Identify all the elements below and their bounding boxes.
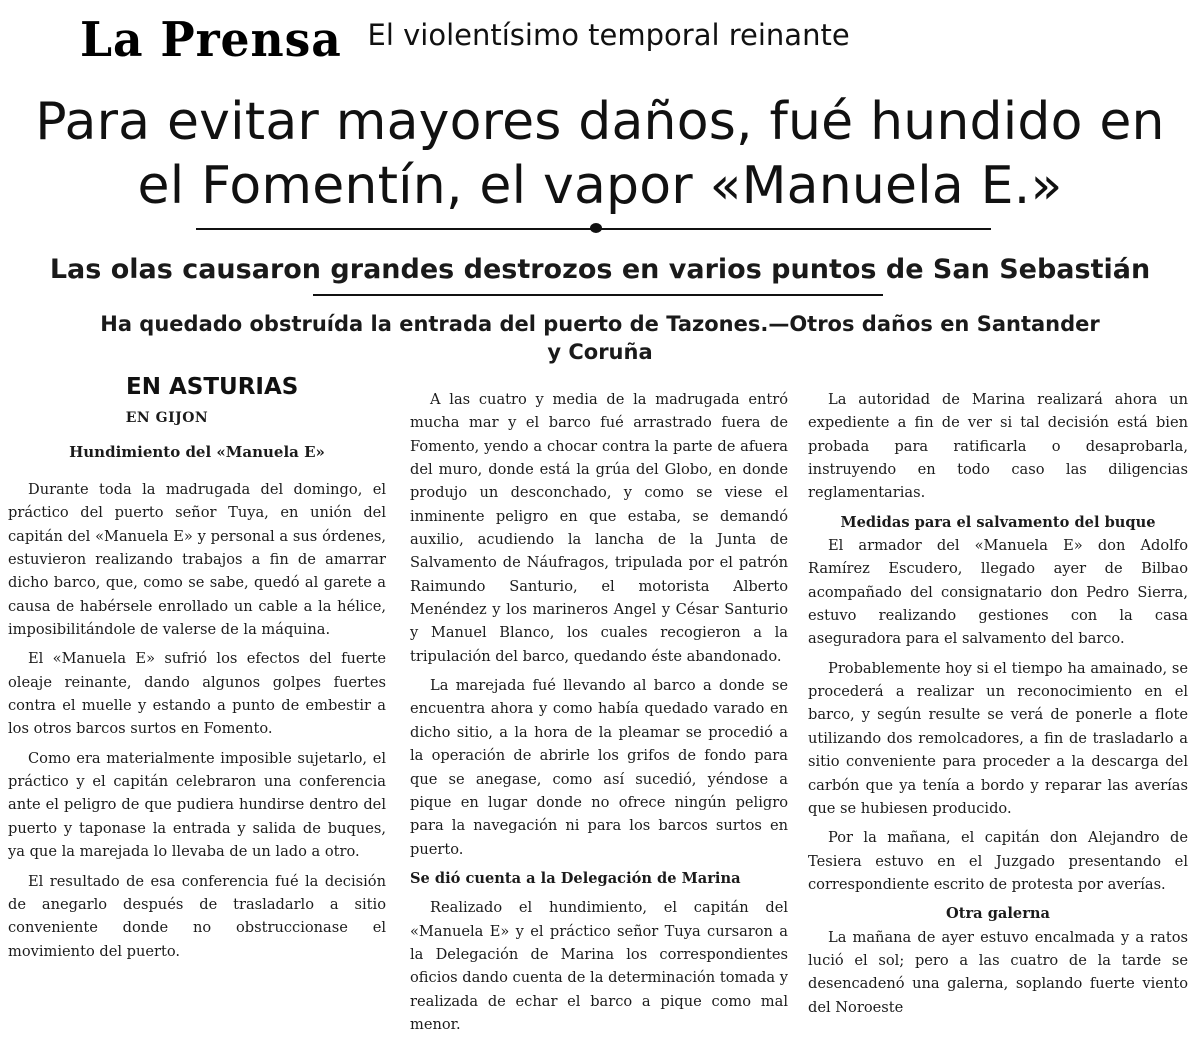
paragraph: Realizado el hundimiento, el capitán del «Manuela E» y el práctico señor Tuya cursaron a la Delegación de Marina los correspondientes oficios dando cuenta de la determinación tomada y realizada de echar el barco a pique como mal menor. [410, 899, 788, 1033]
kicker: El violentísimo temporal reinante [367, 18, 850, 52]
paragraph: Probablemente hoy si el tiempo ha amainado, se procederá a realizar un reconocimiento en el barco, y según resulte se verá de ponerle a flote utilizando dos remolcadores, a fin de trasladarlo a sitio conveniente para proceder a la descarga del carbón que ya tenía a bordo y reparar las averías que se hubiesen producido. [808, 659, 1188, 817]
headline-rule-ornament [590, 223, 602, 233]
paragraph: A las cuatro y media de la madrugada entró mucha mar y el barco fué arrastrado fuera de Fomento, yendo a chocar contra la parte de afuera del muro, donde está la grúa del Globo, en donde produjo un desconchado, y como se viese el inminente peligro en que estaba, se demandó auxilio, acudiendo la lancha de la Junta de Salvamento de Náufragos, tripulada por el patrón Raimundo Santurio, el motorista Alberto Menéndez y los marineros Angel y César Santurio y Manuel Blanco, los cuales recogieron a la tripulación del barco, quedando éste abandonado. [410, 391, 788, 665]
subhead: Otra galerna [946, 905, 1050, 923]
paragraph: La mañana de ayer estuvo encalmada y a ratos lució el sol; pero a las cuatro de la tarde se desencadenó una galerna, soplando fuerte viento del Noroeste [808, 928, 1188, 1016]
paragraph: La autoridad de Marina realizará ahora un expediente a fin de ver si tal decisión está bien probada para ratificarla o desaprobarla, instruyendo en todo caso las diligencias reglamentarias. [808, 391, 1188, 502]
paragraph: Por la mañana, el capitán don Alejandro de Tesiera estuvo en el Juzgado presentando el correspondiente escrito de protesta por averías. [808, 829, 1188, 893]
paragraph: La marejada fué llevando al barco a donde se encuentra ahora y como había quedado varado en dicho sitio, a la hora de la pleamar se procedió a la operación de abrirle los grifos de fondo para que se anegase, como así sucedió, yéndose a pique en lugar donde no ofrece ningún peligro para la navegación ni para los barcos surtos en puerto. [410, 677, 788, 858]
deck-primary: Las olas causaron grandes destrozos en varios puntos de San Sebastián [49, 254, 1151, 285]
paragraph: Como era materialmente imposible sujetarlo, el práctico y el capitán celebraron una conferencia ante el peligro de que pudiera hundirse dentro del puerto y taponase la entrada y salida de buques, ya que la marejada lo llevaba de un lado a otro. [8, 749, 386, 861]
deck-rule [313, 294, 883, 296]
paragraph: El resultado de esa conferencia fué la decisión de anegarlo después de trasladarlo a sitio conveniente donde no obstruccionase el movimiento del puerto. [8, 872, 386, 960]
headline: Para evitar mayores daños, fué hundido en el Fomentín, el vapor «Manuela E.» [35, 92, 1165, 216]
paragraph: Durante toda la madrugada del domingo, el práctico del puerto señor Tuya, en unión del capitán del «Manuela E» y personal a sus órdenes, estuvieron realizando trabajos a fin de amarrar dicho barco, que, como se sabe, quedó al garete a causa de habérsele enrollado un cable a la hélice, imposibilitándole de valerse de la máquina. [8, 481, 386, 639]
place-subhead: EN GIJON [125, 410, 209, 426]
inline-heading: Se dió cuenta a la Delegación de Marina [410, 869, 741, 887]
paragraph: El armador del «Manuela E» don Adolfo Ramírez Escudero, llegado ayer de Bilbao acompañado del consignatario don Pedro Sierra, estuvo realizando gestiones con la casa aseguradora para el salvamento del barco. [808, 537, 1188, 648]
newspaper-logo: La Prensa [80, 12, 342, 68]
article-column-1 [8, 372, 386, 969]
inline-heading: Medidas para el salvamento del buque [840, 513, 1156, 531]
deck-secondary: Ha quedado obstruída la entrada del puerto de Tazones.—Otros daños en Santander y Coruña [100, 312, 1100, 364]
section-title: EN ASTURIAS [126, 374, 299, 400]
article-column-2 [410, 388, 788, 1042]
paragraph: El «Manuela E» sufrió los efectos del fuerte oleaje reinante, dando algunos golpes fuertes contra el muelle y estando a punto de embestir a los otros barcos surtos en Fomento. [8, 650, 386, 738]
article-subhead: Hundimiento del «Manuela E» [69, 443, 325, 461]
article-column-3 [808, 388, 1188, 1025]
masthead [80, 6, 850, 68]
